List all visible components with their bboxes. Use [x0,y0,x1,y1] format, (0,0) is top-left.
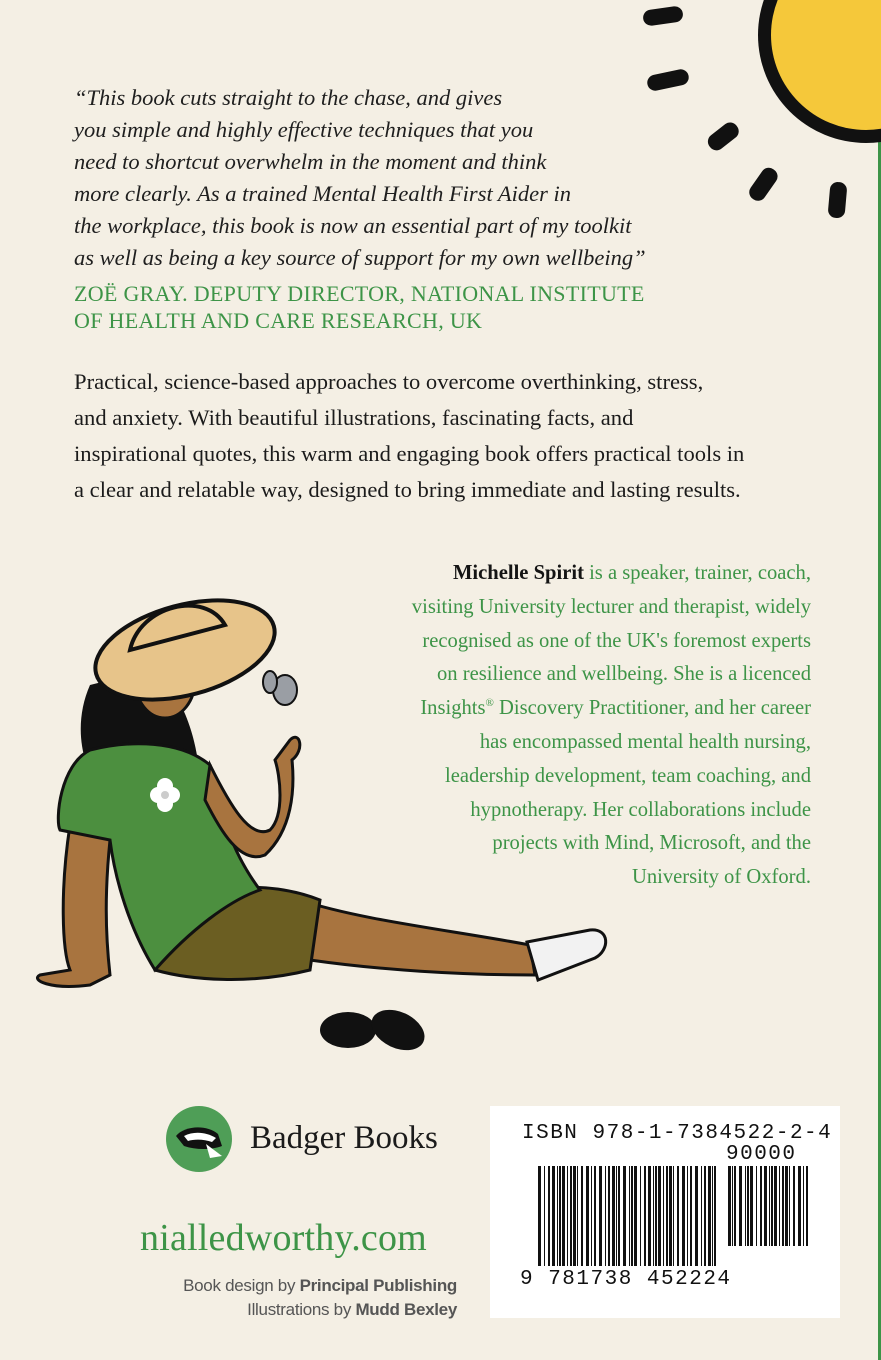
review-quote [74,82,714,274]
barcode-bar [764,1166,767,1246]
blurb-line: inspirational quotes, this warm and engaging book offers practical tools in [74,441,745,466]
barcode-bar [739,1166,742,1246]
barcode-bar [712,1166,713,1266]
barcode-bar [586,1166,589,1266]
barcode-bar [704,1166,706,1266]
barcode-bar [714,1166,716,1266]
barcode-bar [687,1166,688,1266]
barcode-bar [789,1166,790,1246]
barcode-bar [779,1166,780,1246]
butterfly-icon [263,671,297,705]
quote-line: you simple and highly effective techniques that you [74,117,534,142]
barcode-bar [793,1166,795,1246]
barcode-bar [618,1166,620,1266]
credits [183,1274,457,1322]
attribution-line: ZOË GRAY. DEPUTY DIRECTOR, NATIONAL INSTITUTE [74,281,645,306]
bio-line: on resilience and wellbeing. She is a licenced [437,663,811,686]
barcode-bar [552,1166,555,1266]
bio-line: recognised as one of the UK's foremost experts [422,629,811,652]
barcode-bar [663,1166,664,1266]
barcode-bar [806,1166,808,1246]
blurb-line: Practical, science-based approaches to overcome overthinking, stress, [74,369,704,394]
barcode-bar [734,1166,736,1246]
barcode-bar [745,1166,746,1246]
quote-line: “This book cuts straight to the chase, and gives [74,85,503,110]
barcode-bar [785,1166,788,1246]
barcode-bar [756,1166,757,1246]
quote-line: the workplace, this book is now an essential part of my toolkit [74,213,632,238]
barcode-bar [648,1166,651,1266]
barcode-bar [612,1166,615,1266]
blurb-line: a clear and relatable way, designed to bring immediate and lasting results. [74,477,741,502]
barcode-bar [701,1166,702,1266]
barcode-bar [623,1166,626,1266]
price-code: 90000 [726,1143,797,1166]
barcode-panel [490,1106,840,1318]
barcode-bar [771,1166,773,1246]
publisher-block [166,1104,486,1180]
barcode-bar [634,1166,637,1266]
barcode-bar [591,1166,592,1266]
barcode-bar [577,1166,578,1266]
barcode-bar [562,1166,565,1266]
barcode-bar [669,1166,672,1266]
barcode-bar [616,1166,617,1266]
barcode-bar [690,1166,692,1266]
addon-barcode [728,1166,810,1246]
bio-line: Michelle Spirit is a speaker, trainer, coach, [452,562,811,584]
blurb-line: and anxiety. With beautiful illustrations, fascinating facts, and [74,405,634,430]
illustration-credit: Illustrations by Mudd Bexley [247,1300,457,1319]
barcode-bar [605,1166,606,1266]
barcode-bar [658,1166,661,1266]
barcode-bar [538,1166,541,1266]
author-name: Michelle Spirit [452,562,584,584]
bio-line: has encompassed mental health nursing, [479,730,811,753]
bio-line: Insights® Discovery Practitioner, and her career [420,697,811,720]
barcode-bar [666,1166,668,1266]
barcode-bar [557,1166,558,1266]
barcode-bar [728,1166,731,1246]
barcode-bar [599,1166,602,1266]
author-bio [341,557,811,895]
badger-logo-icon [166,1106,232,1172]
barcode-bar [803,1166,804,1246]
ean-digits: 9 781738 452224 [520,1268,732,1291]
book-blurb [74,364,814,508]
barcode-bar [567,1166,568,1266]
barcode-bar [673,1166,674,1266]
bio-line: hypnotherapy. Her collaborations include [470,798,811,821]
barcode-bar [682,1166,685,1266]
barcode-bar [653,1166,654,1266]
barcode-bar [750,1166,753,1246]
design-credit: Book design by Principal Publishing [183,1276,457,1295]
ean-barcode [538,1166,718,1276]
barcode-bar [570,1166,572,1266]
quote-line: need to shortcut overwhelm in the moment and think [74,149,547,174]
bio-line: University of Oxford. [631,866,811,889]
barcode-bar [695,1166,698,1266]
quote-line: more clearly. As a trained Mental Health First Aider in [74,181,572,206]
barcode-bar [581,1166,583,1266]
publisher-name: Badger Books [250,1120,438,1156]
barcode-bar [544,1166,545,1266]
barcode-bar [548,1166,550,1266]
attribution-line: OF HEALTH AND CARE RESEARCH, UK [74,308,483,333]
barcode-bar [655,1166,657,1266]
barcode-bar [559,1166,561,1266]
barcode-bar [594,1166,596,1266]
quote-line: as well as being a key source of support for my own wellbeing” [74,245,646,270]
barcode-bar [573,1166,576,1266]
barcode-bar [760,1166,762,1246]
barcode-bar [732,1166,733,1246]
barcode-bar [774,1166,777,1246]
bio-line: leadership development, team coaching, and [445,764,811,787]
bio-line: projects with Mind, Microsoft, and the [492,832,811,855]
quote-attribution [74,280,774,334]
barcode-bar [608,1166,610,1266]
barcode-bar [629,1166,630,1266]
barcode-bar [782,1166,784,1246]
barcode-bar [769,1166,770,1246]
isbn-label: ISBN 978-1-7384522-2-4 [522,1122,833,1145]
website-link[interactable]: nialledworthy.com [140,1217,427,1259]
barcode-bar [644,1166,646,1266]
barcode-bar [708,1166,711,1266]
barcode-bar [798,1166,801,1246]
barcode-bar [677,1166,679,1266]
barcode-bar [631,1166,633,1266]
barcode-bar [747,1166,749,1246]
barcode-bar [640,1166,641,1266]
bio-line: visiting University lecturer and therapist, widely [411,595,811,618]
